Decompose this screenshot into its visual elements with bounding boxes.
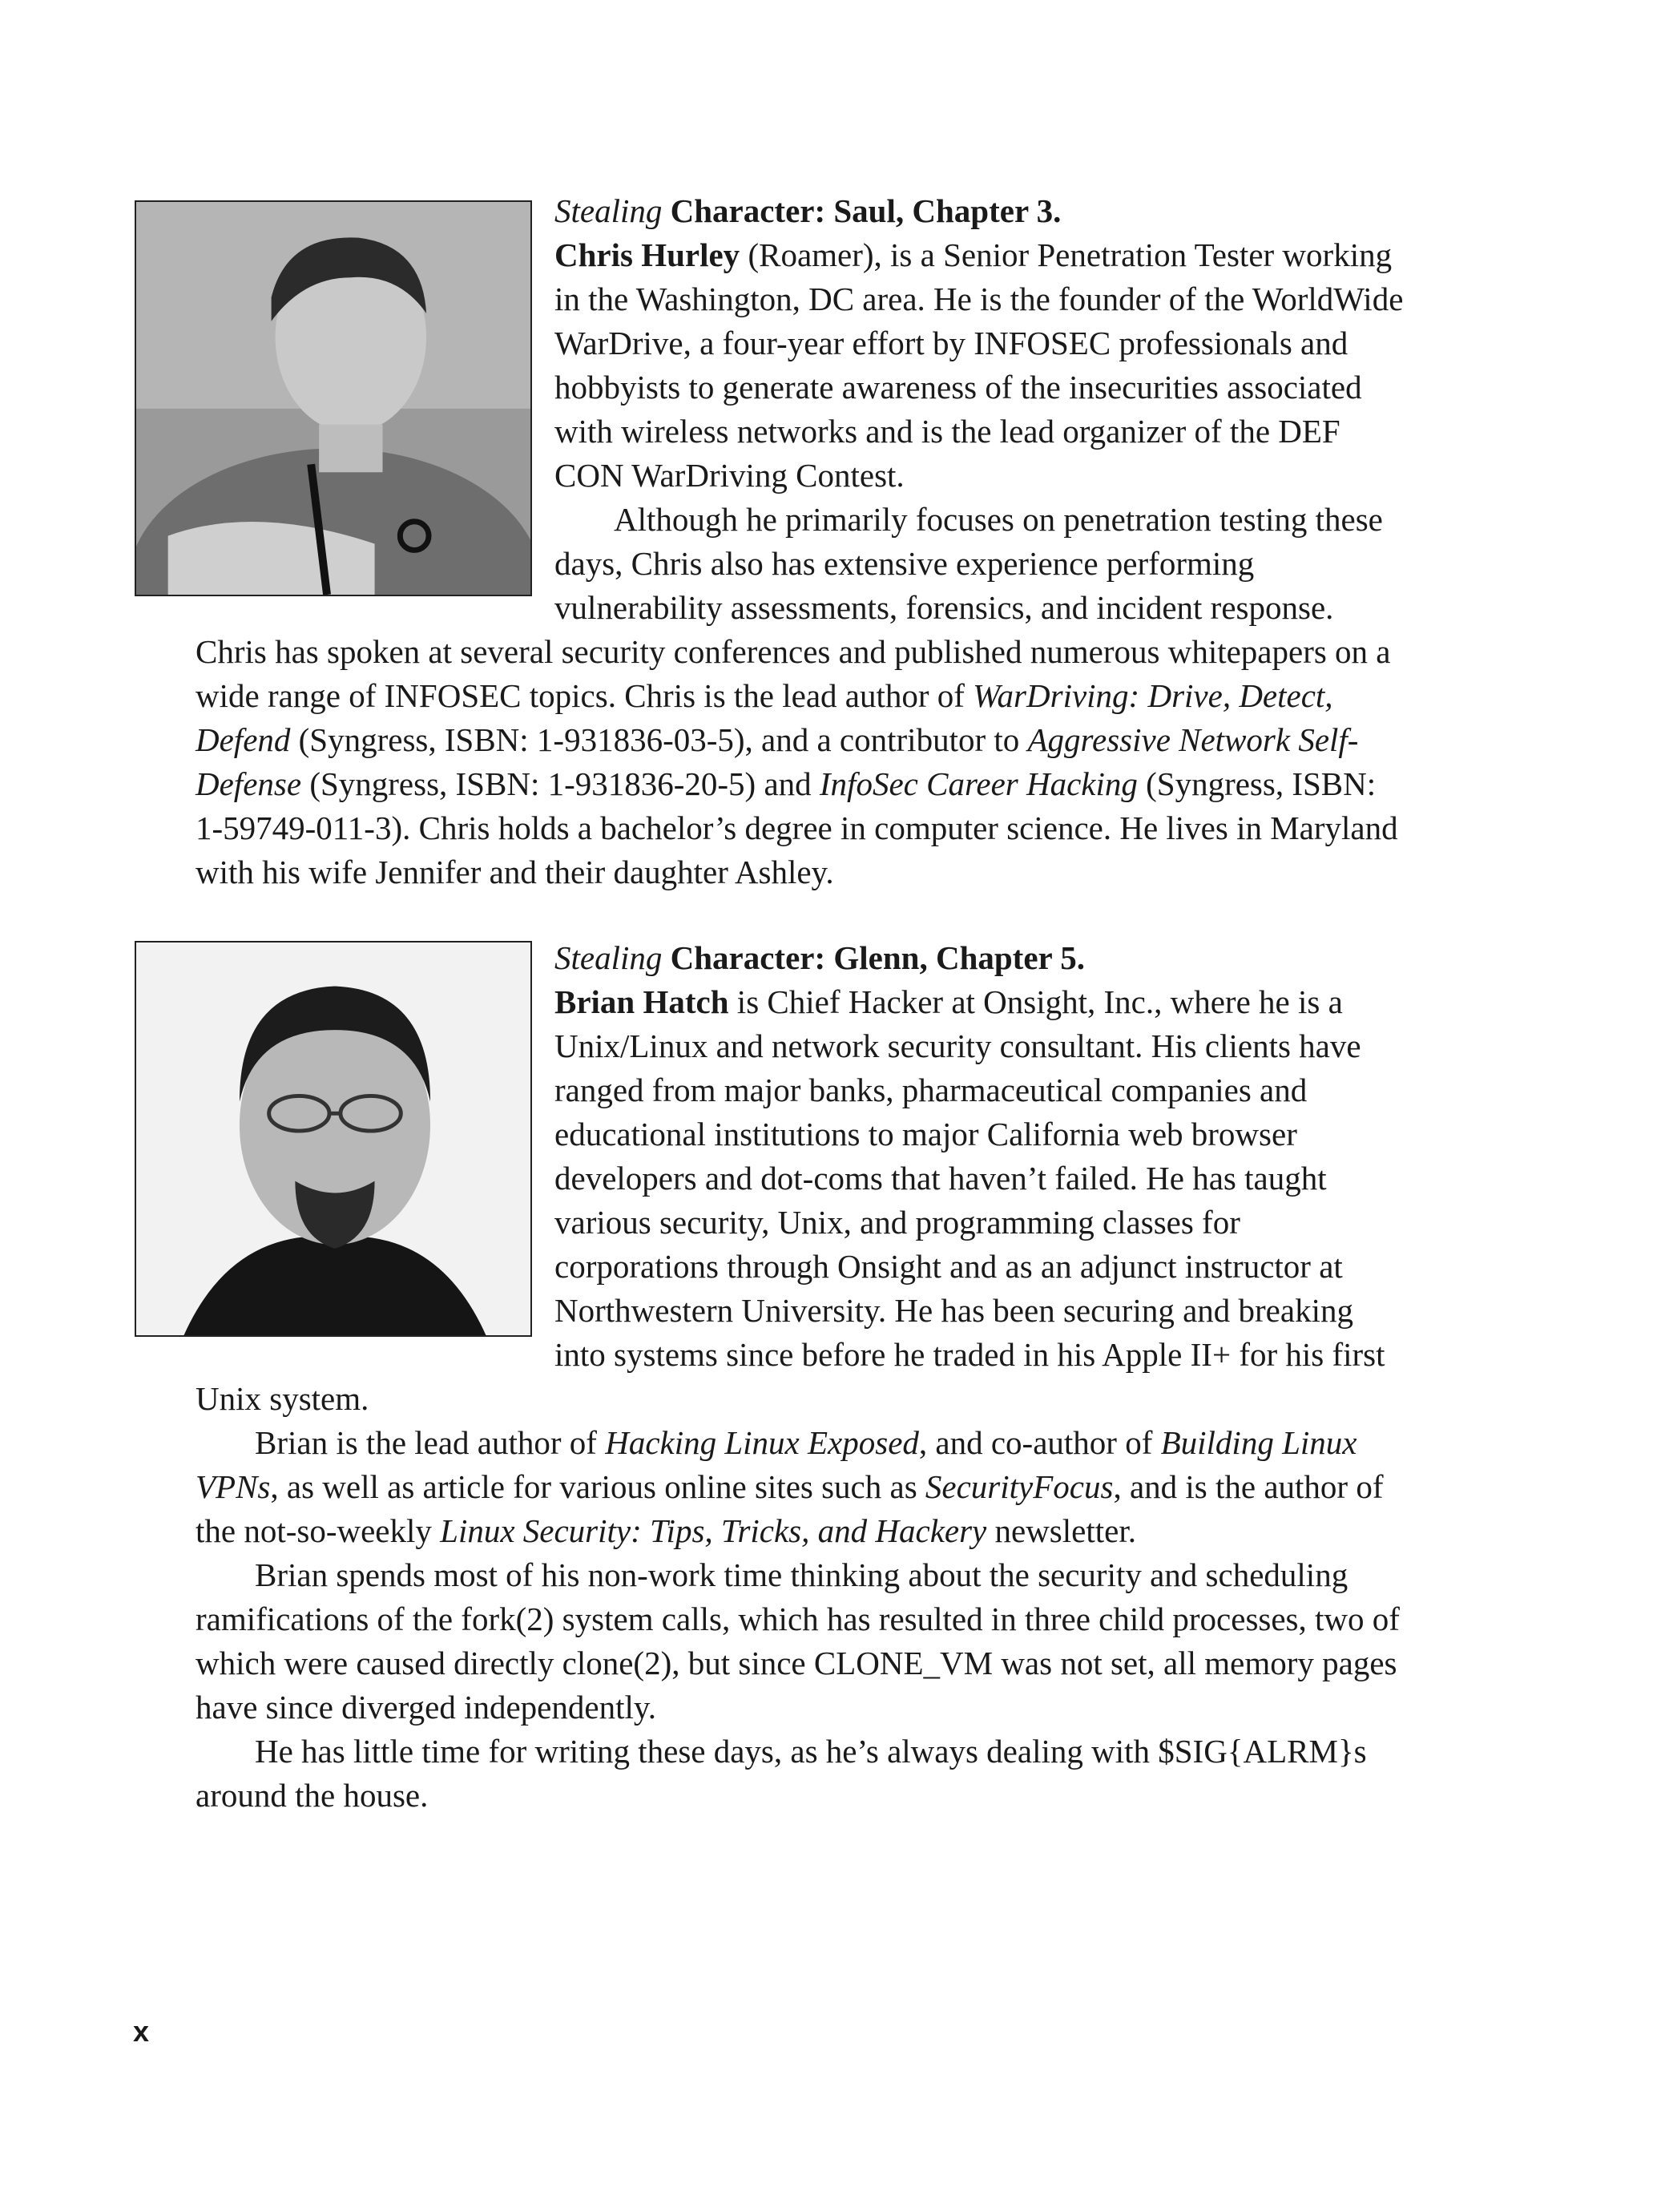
page-number: x [133, 2015, 150, 2048]
bio-paragraph: Brian is the lead author of Hacking Linux Exposed, and co-author of Building Linux VPNs, as well as article for various online sites such as SecurityFocus, and is the author of the not-so-weekly Linux Security: Tips, Tricks, and Hackery newsletter. [196, 1424, 1384, 1549]
bio-brian-hatch [196, 936, 1405, 1818]
bio-paragraph: Chris Hurley (Roamer), is a Senior Penetration Tester working in the Washington, DC area. He is the founder of the WorldWide WarDrive, a four-year effort by INFOSEC professionals and hobbyists to generate awareness of the insecurities associated with wireless networks and is the lead organizer of the DEF CON WarDriving Contest. [554, 236, 1404, 494]
bio-paragraph: Brian spends most of his non-work time thinking about the security and scheduling ramifications of the fork(2) system calls, which has resulted in three child processes, two of which were caused directly clone(2), but since CLONE_VM was not set, all memory pages have since diverged independently. [196, 1556, 1400, 1726]
page-body [196, 189, 1405, 1818]
bio-chris-hurley [196, 189, 1405, 894]
author-photo-chris-hurley [135, 200, 532, 596]
bio-paragraph: Brian Hatch is Chief Hacker at Onsight, Inc., where he is a Unix/Linux and network security consultant. His clients have ranged from major banks, pharmaceutical companies and educational institutions to major California web browser developers and dot-coms that haven’t failed. He has taught various security, Unix, and programming classes for corporations through Onsight and as an adjunct instructor at Northwestern University. He has been securing and breaking into systems since before he traded in his Apple II+ for his first Unix system. [196, 983, 1385, 1417]
bio-paragraph: Although he primarily focuses on penetration testing these days, Chris also has extensive experience performing vulnerability assessments, forensics, and incident response. Chris has spoken at several security conferences and published numerous whitepapers on a wide range of INFOSEC topics. Chris is the lead author of WarDriving: Drive, Detect, Defend (Syngress, ISBN: 1-931836-03-5), and a contributor to Aggressive Network Self-Defense (Syngress, ISBN: 1-931836-20-5) and InfoSec Career Hacking (Syngress, ISBN: 1-59749-011-3). Chris holds a bachelor’s degree in computer science. He lives in Maryland with his wife Jennifer and their daughter Ashley. [196, 501, 1398, 890]
bio-heading: Stealing Character: Saul, Chapter 3. [554, 192, 1062, 229]
bio-paragraph: He has little time for writing these days, as he’s always dealing with $SIG{ALRM}s around the house. [196, 1733, 1367, 1814]
bio-heading: Stealing Character: Glenn, Chapter 5. [554, 939, 1085, 976]
author-photo-brian-hatch [135, 941, 532, 1337]
